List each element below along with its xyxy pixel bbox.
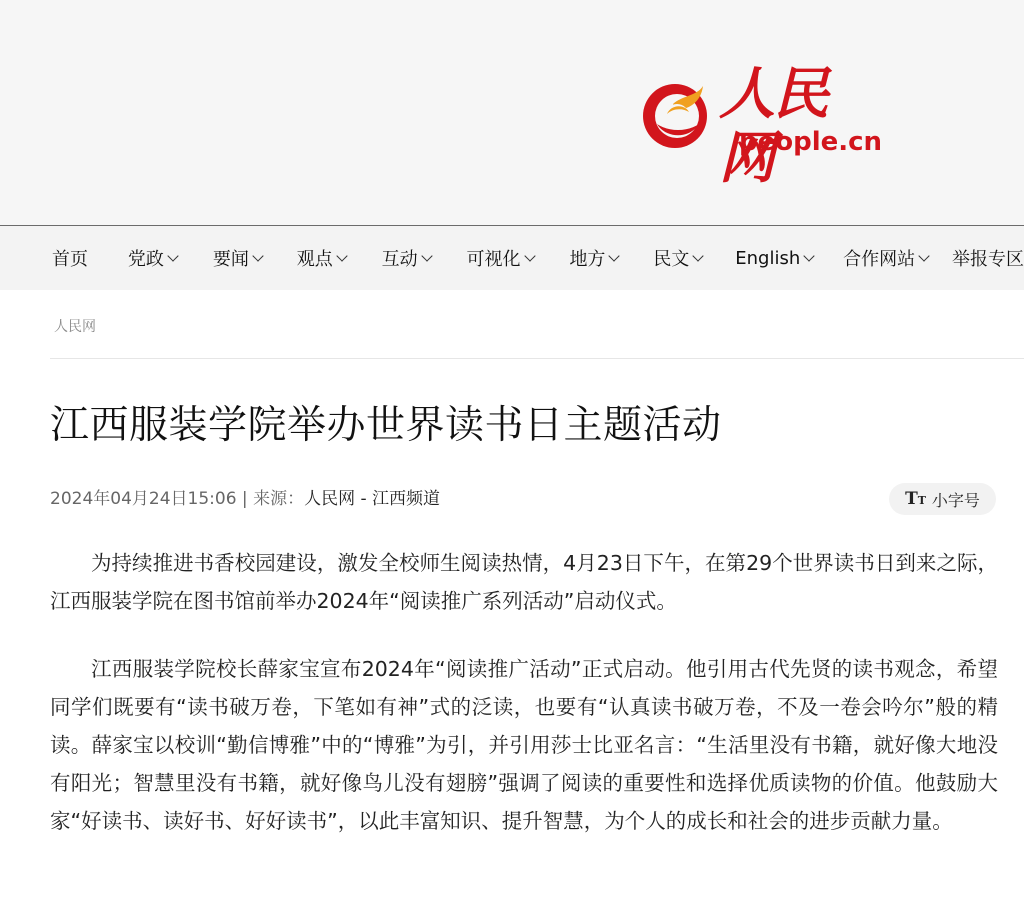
chevron-down-icon xyxy=(804,250,815,261)
chevron-down-icon xyxy=(167,250,178,261)
chevron-down-icon xyxy=(336,250,347,261)
chevron-down-icon xyxy=(693,250,704,261)
main-nav xyxy=(0,226,1024,290)
nav-label: English xyxy=(735,247,801,269)
page-title: 江西服装学院举办世界读书日主题活动 xyxy=(50,403,722,448)
chevron-down-icon xyxy=(524,250,535,261)
font-size-toggle-button[interactable] xyxy=(889,483,996,515)
nav-label: 要闻 xyxy=(212,249,249,270)
publish-datetime: 2024年04月24日15:06 xyxy=(50,489,237,509)
nav-item-interact[interactable] xyxy=(382,245,467,271)
article-paragraph: 为持续推进书香校园建设，激发全校师生阅读热情，4月23日下午，在第29个世界读书日到来之际，江西服装学院在图书馆前举办2024年“阅读推广系列活动”启动仪式。 xyxy=(50,551,998,613)
nav-item-home[interactable] xyxy=(52,245,128,271)
source-link[interactable]: 人民网 - 江西频道 xyxy=(304,489,441,509)
article-meta xyxy=(50,488,440,510)
font-size-label: 小字号 xyxy=(931,490,980,510)
nav-label: 民文 xyxy=(653,249,690,270)
nav-item-party[interactable] xyxy=(128,245,213,271)
nav-item-english[interactable] xyxy=(735,248,843,269)
chevron-down-icon xyxy=(918,250,929,261)
nav-label: 举报专区 xyxy=(952,249,1024,270)
nav-label: 互动 xyxy=(381,249,418,270)
logo-chinese-text: 人民网 xyxy=(719,61,827,191)
text-size-icon: TT xyxy=(905,489,926,509)
nav-item-local[interactable] xyxy=(569,245,653,271)
nav-label: 党政 xyxy=(127,249,164,270)
source-prefix: | 来源： xyxy=(236,489,305,509)
nav-label: 可视化 xyxy=(466,249,521,270)
nav-label: 地方 xyxy=(569,249,606,270)
article-paragraph: 江西服装学院校长薛家宝宣布2024年“阅读推广活动”正式启动。他引用古代先贤的读书观念，希望同学们既要有“读书破万卷，下笔如有神”式的泛读，也要有“认真读书破万卷，不及一卷会吟尔”般的精读。薛家宝以校训“勤信博雅”中的“博雅”为引，并引用莎士比亚名言：“生活里没有书籍，就好像大地没有阳光；智慧里没有书籍，就好像鸟儿没有翅膀”强调了阅读的重要性和选择优质读物的价值。他鼓励大家“好读书、读好书、好好读书”，以此丰富知识、提升智慧，为个人的成长和社会的进步贡献力量。 xyxy=(50,657,998,833)
people-logo-icon xyxy=(637,74,717,154)
logo-english-text: people.cn xyxy=(739,127,883,157)
nav-item-partners[interactable] xyxy=(843,245,952,271)
nav-item-visual[interactable] xyxy=(467,245,570,271)
chevron-down-icon xyxy=(609,250,620,261)
chevron-down-icon xyxy=(252,250,263,261)
nav-label: 合作网站 xyxy=(843,249,916,270)
nav-label: 观点 xyxy=(296,249,333,270)
nav-label: 首页 xyxy=(52,249,88,270)
site-logo[interactable] xyxy=(637,61,883,191)
site-header xyxy=(0,0,1024,226)
nav-item-minwen[interactable] xyxy=(653,245,735,271)
breadcrumb[interactable]: 人民网 xyxy=(54,319,96,335)
nav-item-news[interactable] xyxy=(213,245,297,271)
nav-item-opinion[interactable] xyxy=(297,245,382,271)
chevron-down-icon xyxy=(421,250,432,261)
divider xyxy=(50,358,1024,359)
nav-item-report[interactable] xyxy=(952,245,1024,271)
